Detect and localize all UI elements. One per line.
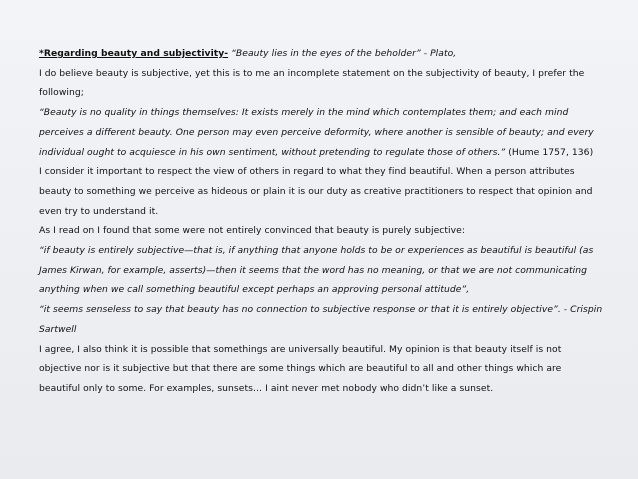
- paragraph-2: I consider it important to respect the view of others in regard to what they find beautiful. When a person attributes beauty to something we perceive as hideous or plain it is our duty as creative practitioners to respect that opinion and even try to understand it.: [39, 166, 593, 217]
- heading-line: [39, 44, 605, 64]
- paragraph-1: I do believe beauty is subjective, yet this is to me an incomplete statement on the subjectivity of beauty, I prefer the following;: [39, 67, 585, 99]
- paragraph-3: As I read on I found that some were not entirely convinced that beauty is purely subjective:: [39, 225, 465, 237]
- hume-citation: (Hume 1757, 136): [505, 146, 594, 158]
- kirwan-quote: “if beauty is entirely subjective—that is, if anything that anyone holds to be or experiences as beautiful is beautiful (as James Kirwan, for example, asserts)—then it seems that the word has no meaning, or that we are not communicating anything when we call something beautiful except perhaps an approving personal attitude”,: [39, 245, 594, 296]
- plato-quote: “Beauty lies in the eyes of the beholder” - Plato,: [228, 48, 457, 59]
- slide-text-body: [39, 44, 605, 399]
- hume-quote-block: [39, 103, 605, 162]
- sartwell-quote: “it seems senseless to say that beauty has no connection to subjective response or that it is entirely objective”. - Crispin Sartwell: [39, 304, 603, 335]
- paragraph-4: I agree, I also think it is possible that somethings are universally beautiful. My opinion is that beauty itself is not objective nor is it subjective but that there are some things which are beautiful to all and other things which are beautiful only to some. For examples, sunsets… I aint never met nobody who didn’t like a sunset.: [39, 343, 562, 394]
- hume-quote: “Beauty is no quality in things themselves: It exists merely in the mind which contemplates them; and each mind perceives a different beauty. One person may even perceive deformity, where another is sensible of beauty; and every individual ought to acquiesce in his own sentiment, without pretending to regulate those of others.”: [39, 107, 594, 158]
- section-heading: *Regarding beauty and subjectivity-: [39, 48, 229, 59]
